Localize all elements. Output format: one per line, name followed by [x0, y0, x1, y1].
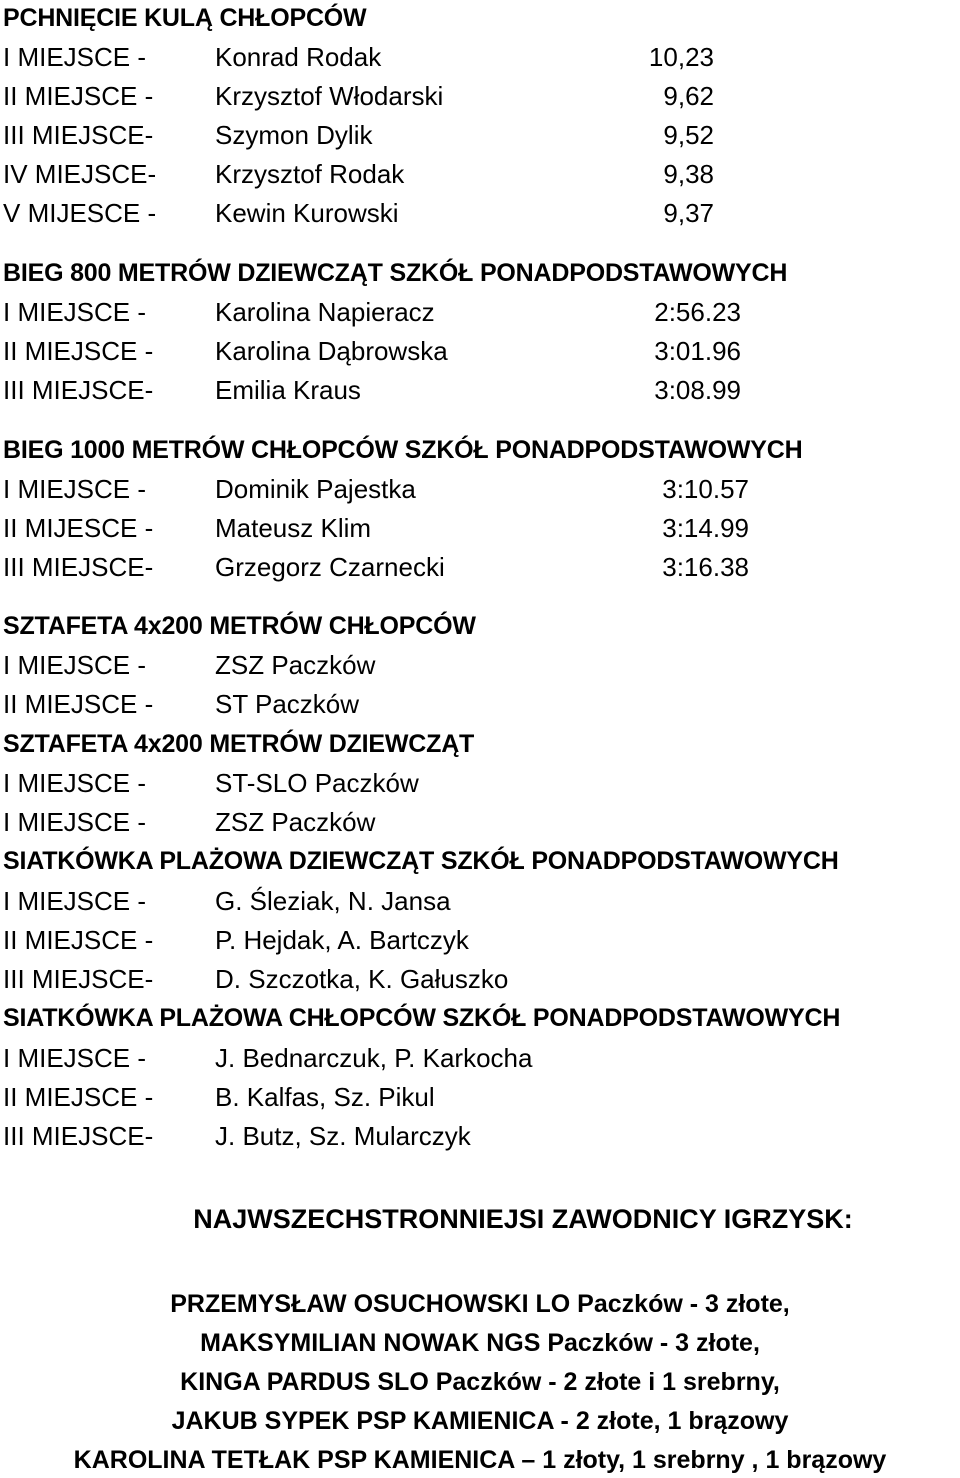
section-title-beach-volley-boys: SIATKÓWKA PLAŻOWA CHŁOPCÓW SZKÓŁ PONADPODSTAWOWYCH [3, 1004, 841, 1032]
athlete-name: Kewin Kurowski [215, 198, 399, 228]
place-label: II MIEJSCE - [3, 689, 154, 719]
place-label: III MIEJSCE- [3, 1121, 154, 1151]
place-label: V MIJESCE - [3, 198, 157, 228]
place-label: I MIEJSCE - [3, 42, 147, 72]
result-value: 2:56.23 [654, 297, 741, 327]
athlete-name: Karolina Dąbrowska [215, 336, 448, 366]
athlete-name: Krzysztof Włodarski [215, 81, 444, 111]
team-name: ZSZ Paczków [215, 650, 376, 680]
team-name: B. Kalfas, Sz. Pikul [215, 1082, 435, 1112]
place-label: III MIEJSCE- [3, 375, 154, 405]
result-value: 10,23 [648, 42, 714, 72]
place-label: II MIEJSCE - [3, 81, 154, 111]
place-label: I MIEJSCE - [3, 807, 147, 837]
place-label: II MIEJSCE - [3, 925, 154, 955]
athlete-name: Grzegorz Czarnecki [215, 552, 445, 582]
team-name: ST-SLO Paczków [215, 768, 419, 798]
place-label: I MIEJSCE - [3, 474, 147, 504]
section-title-relay-boys: SZTAFETA 4x200 METRÓW CHŁOPCÓW [3, 612, 476, 640]
winner-line: KAROLINA TETŁAK PSP KAMIENICA – 1 złoty, 1 srebrny , 1 brązowy [73, 1446, 887, 1474]
athlete-name: Konrad Rodak [215, 42, 382, 72]
winner-line: PRZEMYSŁAW OSUCHOWSKI LO Paczków - 3 złote, [170, 1290, 790, 1318]
place-label: III MIEJSCE- [3, 552, 154, 582]
result-value: 9,52 [663, 120, 714, 150]
place-label: II MIEJSCE - [3, 336, 154, 366]
section-title-1000m-boys: BIEG 1000 METRÓW CHŁOPCÓW SZKÓŁ PONADPODSTAWOWYCH [3, 436, 803, 464]
place-label: I MIEJSCE - [3, 297, 147, 327]
result-value: 9,62 [663, 81, 714, 111]
athlete-name: Mateusz Klim [215, 513, 372, 543]
athlete-name: Emilia Kraus [215, 375, 361, 405]
section-title-beach-volley-girls: SIATKÓWKA PLAŻOWA DZIEWCZĄT SZKÓŁ PONADPODSTAWOWYCH [3, 847, 839, 875]
athlete-name: Karolina Napieracz [215, 297, 435, 327]
result-value: 3:10.57 [662, 474, 749, 504]
winner-line: MAKSYMILIAN NOWAK NGS Paczków - 3 złote, [200, 1329, 760, 1357]
result-value: 3:08.99 [654, 375, 741, 405]
section-title-shot-put: PCHNIĘCIE KULĄ CHŁOPCÓW [3, 4, 367, 32]
place-label: I MIEJSCE - [3, 768, 147, 798]
athlete-name: Dominik Pajestka [215, 474, 416, 504]
result-value: 3:14.99 [662, 513, 749, 543]
result-value: 9,38 [663, 159, 714, 189]
team-name: P. Hejdak, A. Bartczyk [215, 925, 469, 955]
section-title-800m-girls: BIEG 800 METRÓW DZIEWCZĄT SZKÓŁ PONADPODSTAWOWYCH [3, 259, 788, 287]
result-value: 9,37 [663, 198, 714, 228]
place-label: II MIJESCE - [3, 513, 154, 543]
place-label: I MIEJSCE - [3, 886, 147, 916]
place-label: IV MIEJSCE- [3, 159, 157, 189]
place-label: I MIEJSCE - [3, 650, 147, 680]
place-label: I MIEJSCE - [3, 1043, 147, 1073]
team-name: ZSZ Paczków [215, 807, 376, 837]
athlete-name: Krzysztof Rodak [215, 159, 405, 189]
team-name: D. Szczotka, K. Gałuszko [215, 964, 509, 994]
team-name: ST Paczków [215, 689, 360, 719]
team-name: J. Bednarczuk, P. Karkocha [215, 1043, 533, 1073]
section-title-relay-girls: SZTAFETA 4x200 METRÓW DZIEWCZĄT [3, 730, 475, 758]
winner-line: JAKUB SYPEK PSP KAMIENICA - 2 złote, 1 brązowy [171, 1407, 789, 1435]
winner-line: KINGA PARDUS SLO Paczków - 2 złote i 1 srebrny, [180, 1368, 780, 1396]
team-name: J. Butz, Sz. Mularczyk [215, 1121, 471, 1151]
place-label: III MIEJSCE- [3, 964, 154, 994]
result-value: 3:16.38 [662, 552, 749, 582]
athlete-name: Szymon Dylik [215, 120, 373, 150]
result-value: 3:01.96 [654, 336, 741, 366]
place-label: III MIEJSCE- [3, 120, 154, 150]
team-name: G. Śleziak, N. Jansa [215, 886, 451, 916]
summary-title: NAJWSZECHSTRONNIEJSI ZAWODNICY IGRZYSK: [193, 1204, 853, 1234]
place-label: II MIEJSCE - [3, 1082, 154, 1112]
